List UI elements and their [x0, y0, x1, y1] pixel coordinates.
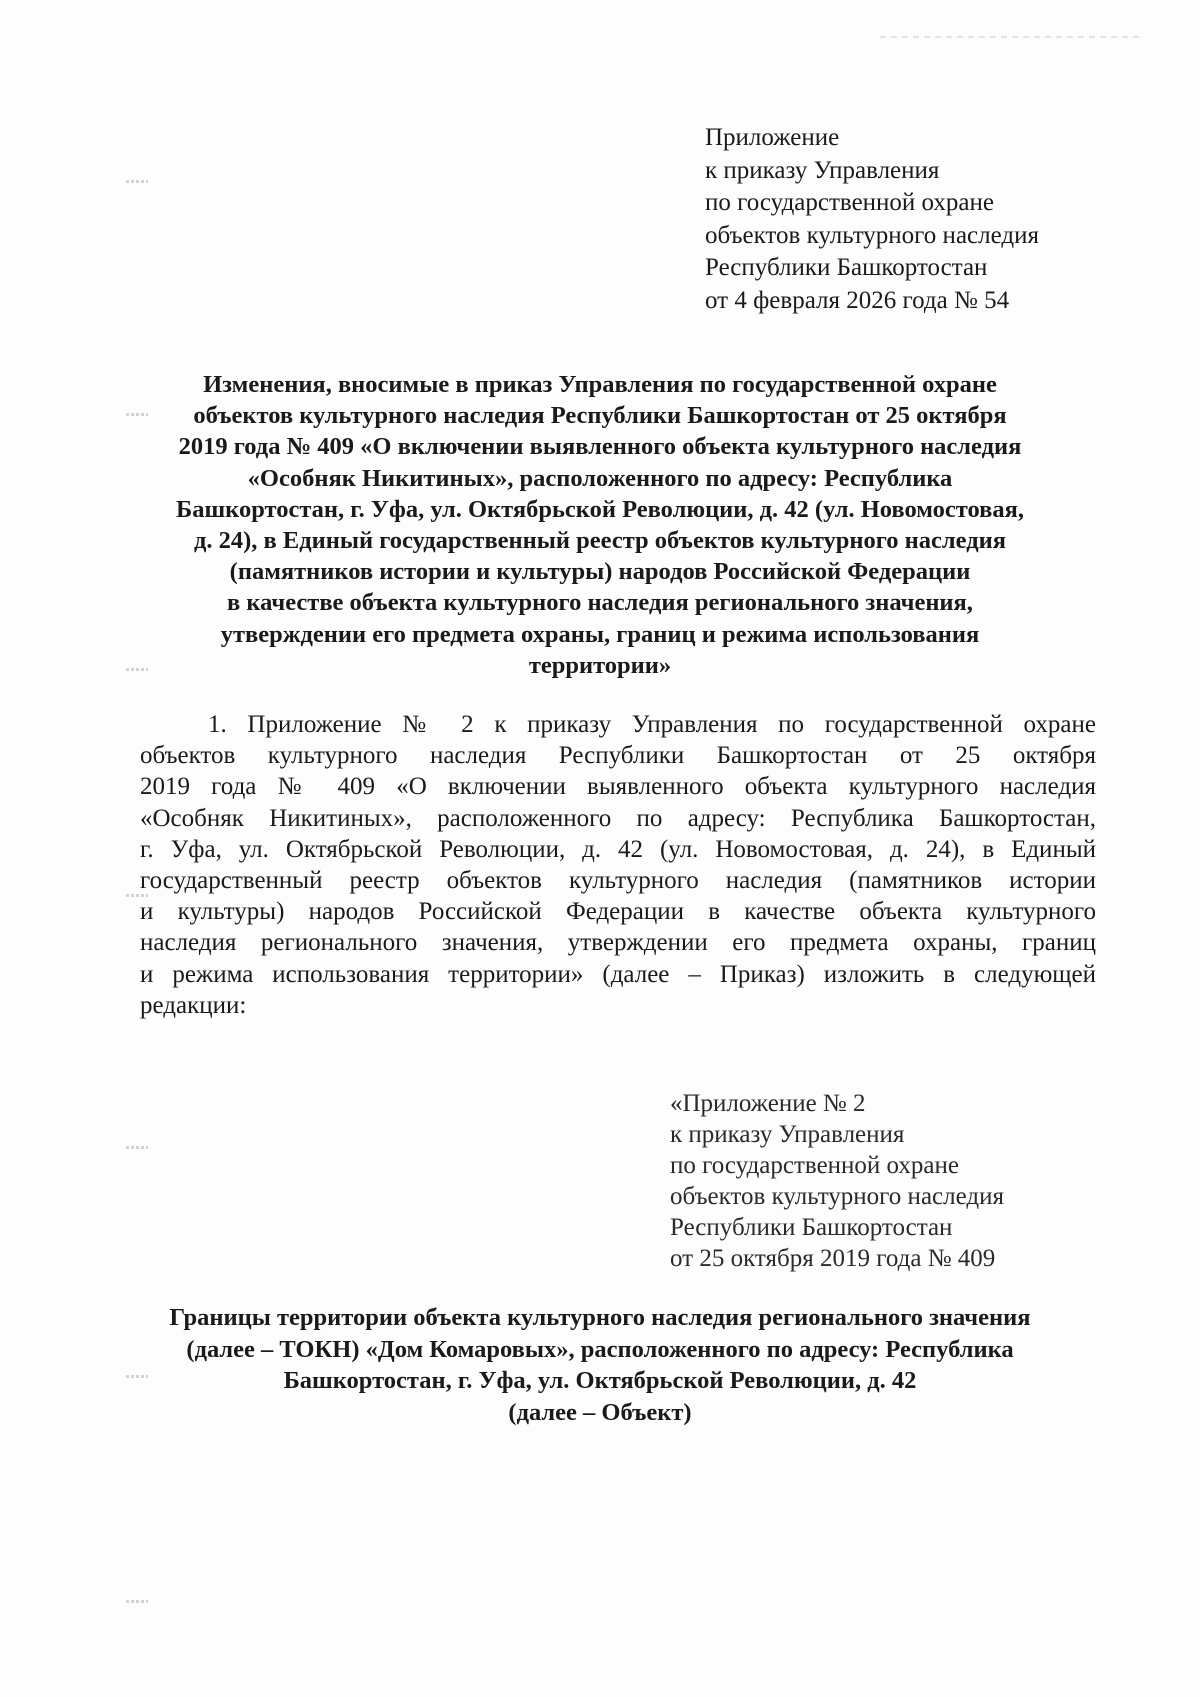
- paragraph-line: 2019 года № 409 «О включении выявленного объекта культурного наследия: [140, 773, 1096, 801]
- title-line: территории»: [528, 651, 672, 679]
- appendix-header: [705, 122, 1039, 317]
- scan-mark: [126, 1146, 148, 1149]
- title-line: объектов культурного наследия Республики Башкортостан от 25 октября: [193, 402, 1007, 430]
- appendix-2-line: Республики Башкортостан: [670, 1214, 953, 1241]
- title-line: Башкортостан, г. Уфа, ул. Октябрьской Революции, д. 42 (ул. Новомостовая,: [176, 495, 1024, 523]
- paragraph-line: 1. Приложение № 2 к приказу Управления по государственной охране: [208, 711, 1096, 738]
- document-title: [100, 369, 1100, 681]
- title-line: в качестве объекта культурного наследия регионального значения,: [227, 589, 973, 617]
- appendix-header-line: Республики Башкортостан: [705, 254, 988, 281]
- scan-mark: [126, 1600, 148, 1603]
- section-title-line: (далее – ТОКН) «Дом Комаровых», расположенного по адресу: Республика: [186, 1335, 1014, 1363]
- section-title-line: Башкортостан, г. Уфа, ул. Октябрьской Революции, д. 42: [283, 1367, 917, 1394]
- appendix-header-line: Приложение: [705, 124, 840, 151]
- paragraph-line: и режима использования территории» (далее – Приказ) изложить в следующей: [140, 960, 1096, 988]
- appendix-2-line: «Приложение № 2: [670, 1090, 866, 1117]
- appendix-2-line: объектов культурного наследия: [670, 1183, 1004, 1210]
- title-line: 2019 года № 409 «О включении выявленного объекта культурного наследия: [178, 433, 1022, 461]
- section-title-line: Границы территории объекта культурного наследия регионального значения: [169, 1304, 1031, 1331]
- scan-mark: [126, 180, 148, 183]
- title-line: Изменения, вносимые в приказ Управления по государственной охране: [203, 371, 997, 398]
- paragraph-line: «Особняк Никитиных», расположенного по адресу: Республика Башкортостан,: [140, 804, 1096, 832]
- paragraph-line: государственный реестр объектов культурного наследия (памятников истории: [140, 867, 1096, 895]
- body-paragraph: [140, 709, 1096, 1021]
- appendix-header-line: объектов культурного наследия: [705, 221, 1039, 249]
- appendix-2-line: по государственной охране: [670, 1152, 960, 1179]
- appendix-2-header: [670, 1088, 1004, 1274]
- appendix-header-line: от 4 февраля 2026 года № 54: [705, 286, 1010, 314]
- title-line: утверждении его предмета охраны, границ и режима использования: [220, 620, 980, 648]
- scan-noise: [880, 36, 1140, 38]
- paragraph-line: редакции:: [140, 991, 247, 1019]
- appendix-header-line: по государственной охране: [705, 189, 995, 216]
- section-title: [100, 1302, 1100, 1428]
- title-line: «Особняк Никитиных», расположенного по адресу: Республика: [247, 464, 953, 492]
- appendix-2-line: от 25 октября 2019 года № 409: [670, 1245, 996, 1272]
- appendix-2-line: к приказу Управления: [670, 1121, 905, 1148]
- paragraph-line: объектов культурного наследия Республики Башкортостан от 25 октября: [140, 742, 1096, 770]
- appendix-header-line: к приказу Управления: [705, 156, 940, 184]
- paragraph-line: г. Уфа, ул. Октябрьской Революции, д. 42 (ул. Новомостовая, д. 24), в Единый: [140, 835, 1096, 863]
- title-line: (памятников истории и культуры) народов Российской Федерации: [229, 558, 971, 586]
- paragraph-line: и культуры) народов Российской Федерации в качестве объекта культурного: [140, 898, 1096, 926]
- paragraph-line: наследия регионального значения, утверждении его предмета охраны, границ: [140, 929, 1096, 957]
- section-title-line: (далее – Объект): [508, 1398, 692, 1426]
- title-line: д. 24), в Единый государственный реестр объектов культурного наследия: [194, 527, 1006, 555]
